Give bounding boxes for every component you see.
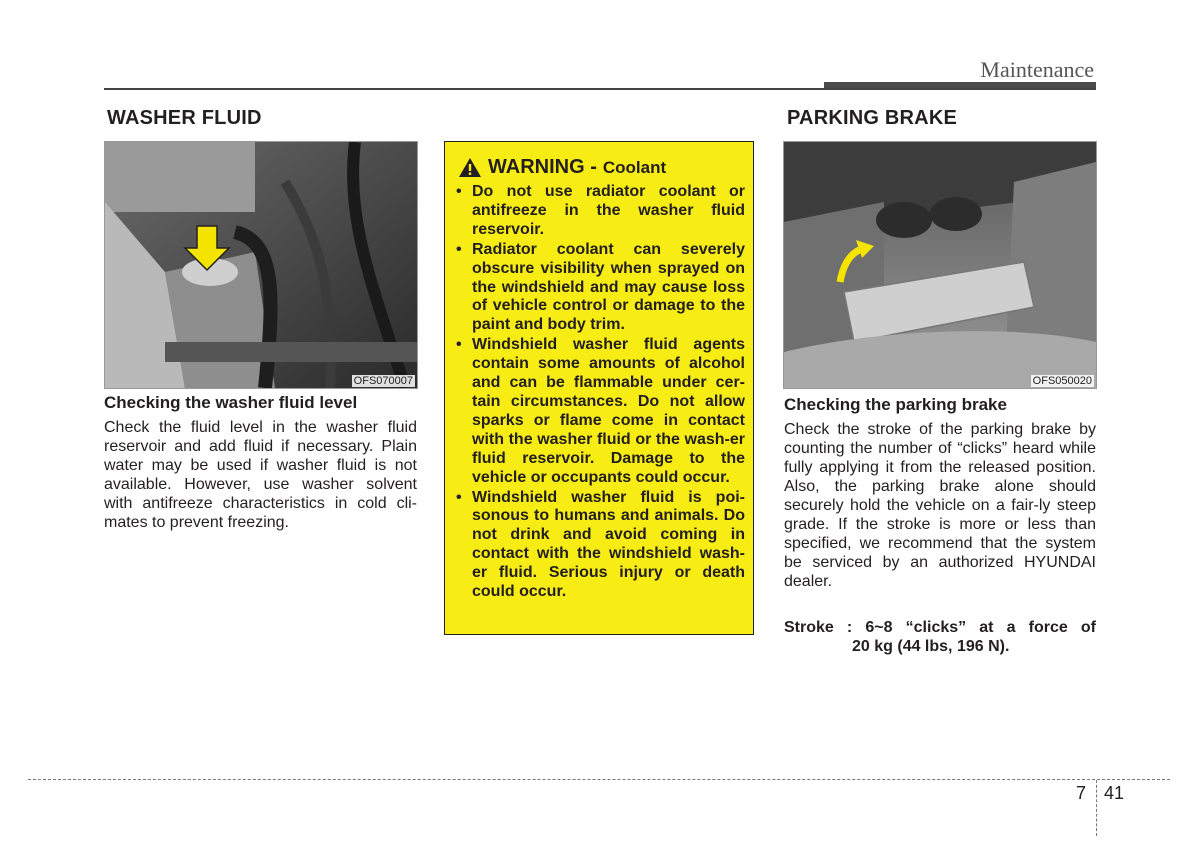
footer-rule [28, 779, 1170, 780]
warning-item: • Radiator coolant can severely obscure visibility when sprayed on the windshield and may cause loss of vehicle control or damage to the paint and body trim. [454, 241, 745, 336]
warning-item: • Do not use radiator coolant or antifreeze in the washer fluid reservoir. [454, 183, 745, 240]
warning-triangle-icon [458, 157, 482, 178]
page-number: 41 [1104, 783, 1125, 803]
header-rule [104, 88, 1096, 90]
parking-subhead: Checking the parking brake [784, 395, 1007, 414]
warning-list [454, 183, 745, 602]
warning-item: • Windshield washer fluid agents contain some amounts of alcohol and can be flammable under cer-tain circumstances. Do not allow sparks or flame come in contact with the washer fluid or the wash-er fluid reservoir. Damage to the vehicle or occupants could occur. [454, 336, 745, 487]
warning-box [444, 141, 754, 635]
washer-image-code: OFS070007 [353, 375, 413, 387]
chapter-number: 7 [1076, 783, 1087, 803]
parking-brake-title: PARKING BRAKE [787, 107, 958, 129]
warning-item: • Windshield washer fluid is poi-sonous to humans and animals. Do not drink and avoid coming in contact with the windshield wash-er fluid. Serious injury or death could occur. [454, 489, 745, 602]
washer-subhead: Checking the washer fluid level [104, 393, 358, 412]
parking-image-code: OFS050020 [1032, 375, 1092, 387]
footer-divider [1096, 780, 1097, 836]
washer-fluid-title: WASHER FLUID [107, 107, 262, 129]
header-title: Maintenance [980, 57, 1094, 82]
parking-body-text: Check the stroke of the parking brake by counting the number of “clicks” heard while fully applying it from the released position. Also, the parking brake alone should securely hold the vehicle on a fair-ly steep grade. If the stroke is more or less than specified, we recommend that the system be serviced by an authorized HYUNDAI dealer. [784, 421, 1096, 590]
stroke-label: Stroke : 6~8 “clicks” at a force of [784, 619, 1096, 636]
warning-title: WARNING - [488, 156, 597, 178]
warning-subtitle: Coolant [602, 157, 667, 177]
washer-fluid-photo [104, 141, 418, 389]
stroke-value: 20 kg (44 lbs, 196 N). [852, 638, 1010, 655]
warning-header [458, 156, 745, 179]
stroke-spec [784, 618, 1096, 656]
washer-body-text: Check the fluid level in the washer fluid reservoir and add fluid if necessary. Plain water may be used if washer fluid is not available. However, use washer solvent with antifreeze characteristics in cold cli-mates to prevent freezing. [104, 419, 417, 531]
parking-brake-photo [783, 141, 1097, 389]
